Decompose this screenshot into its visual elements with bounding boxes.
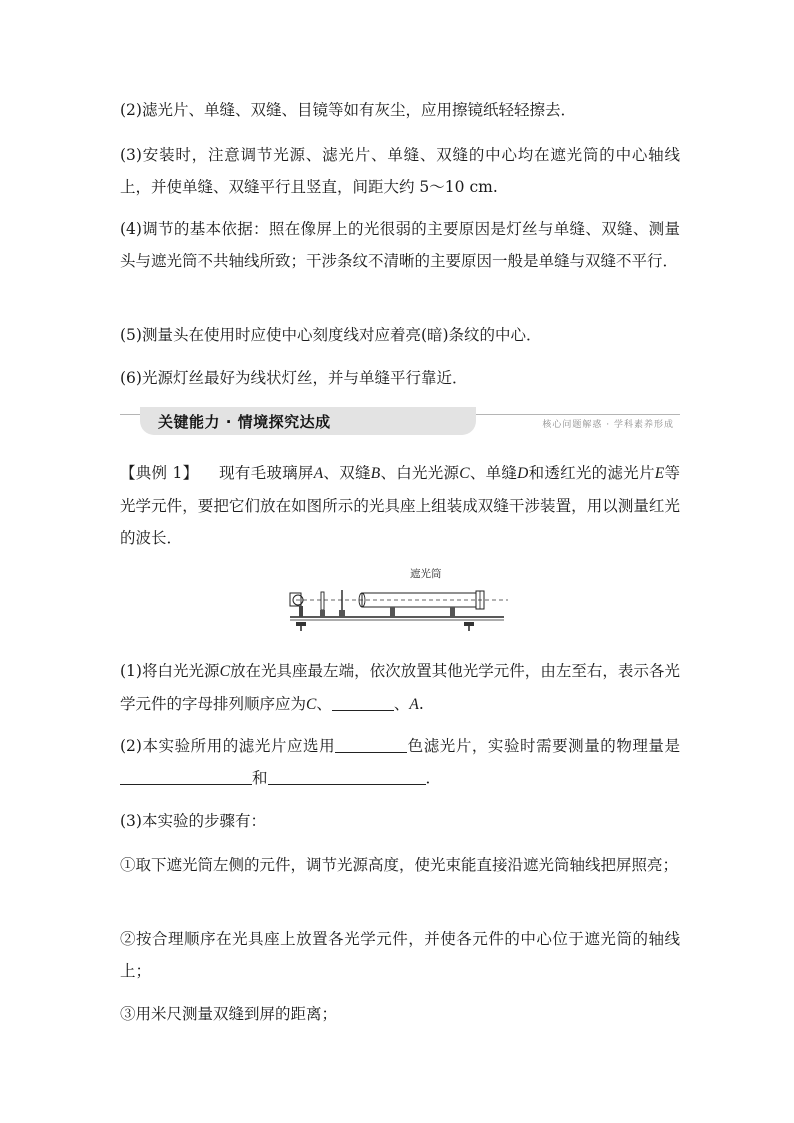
- q1-answer-blank[interactable]: [332, 692, 394, 711]
- example-text-3: 、白光光源: [380, 464, 460, 482]
- q1-text-d: 、: [393, 695, 410, 713]
- optical-bench-diagram: [284, 566, 510, 636]
- q2-text-a: (2)本实验所用的滤光片应选用: [120, 737, 336, 755]
- q1-var-c: C: [219, 663, 230, 680]
- section-subtitle: 核心问题解惑 · 学科素养形成: [542, 420, 674, 430]
- q2-text-d: ．: [425, 769, 442, 787]
- q1-var-a: A: [409, 696, 419, 713]
- example-label: 【典例 1】: [120, 464, 199, 482]
- var-c: C: [459, 465, 470, 482]
- section-title: 关键能力 · 情境探究达成: [158, 413, 331, 431]
- note-3: (3)安装时，注意调节光源、滤光片、单缝、双缝的中心均在遮光筒的中心轴线上，并使单缝、双缝平行且竖直，间距大约 5～10 cm.: [120, 146, 680, 196]
- section-banner: [120, 406, 680, 440]
- example-text-2: 、双缝: [323, 464, 371, 482]
- note-2: (2)滤光片、单缝、双缝、目镜等如有灰尘，应用擦镜纸轻轻擦去．: [120, 101, 576, 119]
- q2-filter-color-blank[interactable]: [335, 734, 407, 753]
- example-text-5: 和透红光的滤光片: [528, 464, 655, 482]
- var-e: E: [654, 465, 665, 482]
- question-3-step-2: ②按合理顺序在光具座上放置各光学元件，并使各元件的中心位于遮光筒的轴线上；: [120, 930, 680, 980]
- question-1: [120, 655, 680, 721]
- example-text-4: 、单缝: [469, 464, 518, 482]
- note-4: (4)调节的基本依据：照在像屏上的光很弱的主要原因是灯丝与单缝、双缝、测量头与遮光筒不共轴线所致；干涉条纹不清晰的主要原因一般是单缝与双缝不平行．: [120, 220, 680, 270]
- note-6: (6)光源灯丝最好为线状灯丝，并与单缝平行靠近．: [120, 369, 468, 387]
- example-text-6: 等光学元件，要把它们放在如图所示的光具座上组装成双缝干涉装置，用以测量红光的波长．: [120, 464, 680, 547]
- q1-var-c2: C: [306, 696, 317, 713]
- q1-text-e: .: [418, 695, 424, 713]
- q1-text-a: (1)将白光光源: [120, 662, 220, 680]
- var-b: B: [370, 465, 381, 482]
- q2-quantity-blank-2[interactable]: [268, 766, 426, 785]
- question-2: [120, 730, 680, 794]
- var-d: D: [517, 465, 529, 482]
- note-5: (5)测量头在使用时应使中心刻度线对应着亮(暗)条纹的中心．: [120, 326, 542, 344]
- var-a: A: [313, 465, 324, 482]
- q2-text-c: 和: [252, 769, 268, 787]
- q2-quantity-blank-1[interactable]: [120, 766, 252, 785]
- question-3-head: (3)本实验的步骤有：: [120, 812, 266, 830]
- figure-label: 遮光筒: [410, 568, 442, 580]
- q1-text-c: 、: [316, 695, 332, 713]
- example-text-1: 现有毛玻璃屏: [219, 464, 314, 482]
- q1-text-b: 放在光具座最左端，依次放置其他光学元件，由左至右，表示各光学元件的字母排列顺序应为: [120, 662, 680, 713]
- question-3-step-1: ①取下遮光筒左侧的元件，调节光源高度，使光束能直接沿遮光筒轴线把屏照亮；: [120, 856, 679, 874]
- question-3-step-3: ③用米尺测量双缝到屏的距离；: [120, 1005, 338, 1023]
- q2-text-b: 色滤光片，实验时需要测量的物理量是: [407, 737, 680, 755]
- example-1-stem: [120, 457, 680, 554]
- optical-bench-figure: [284, 566, 510, 636]
